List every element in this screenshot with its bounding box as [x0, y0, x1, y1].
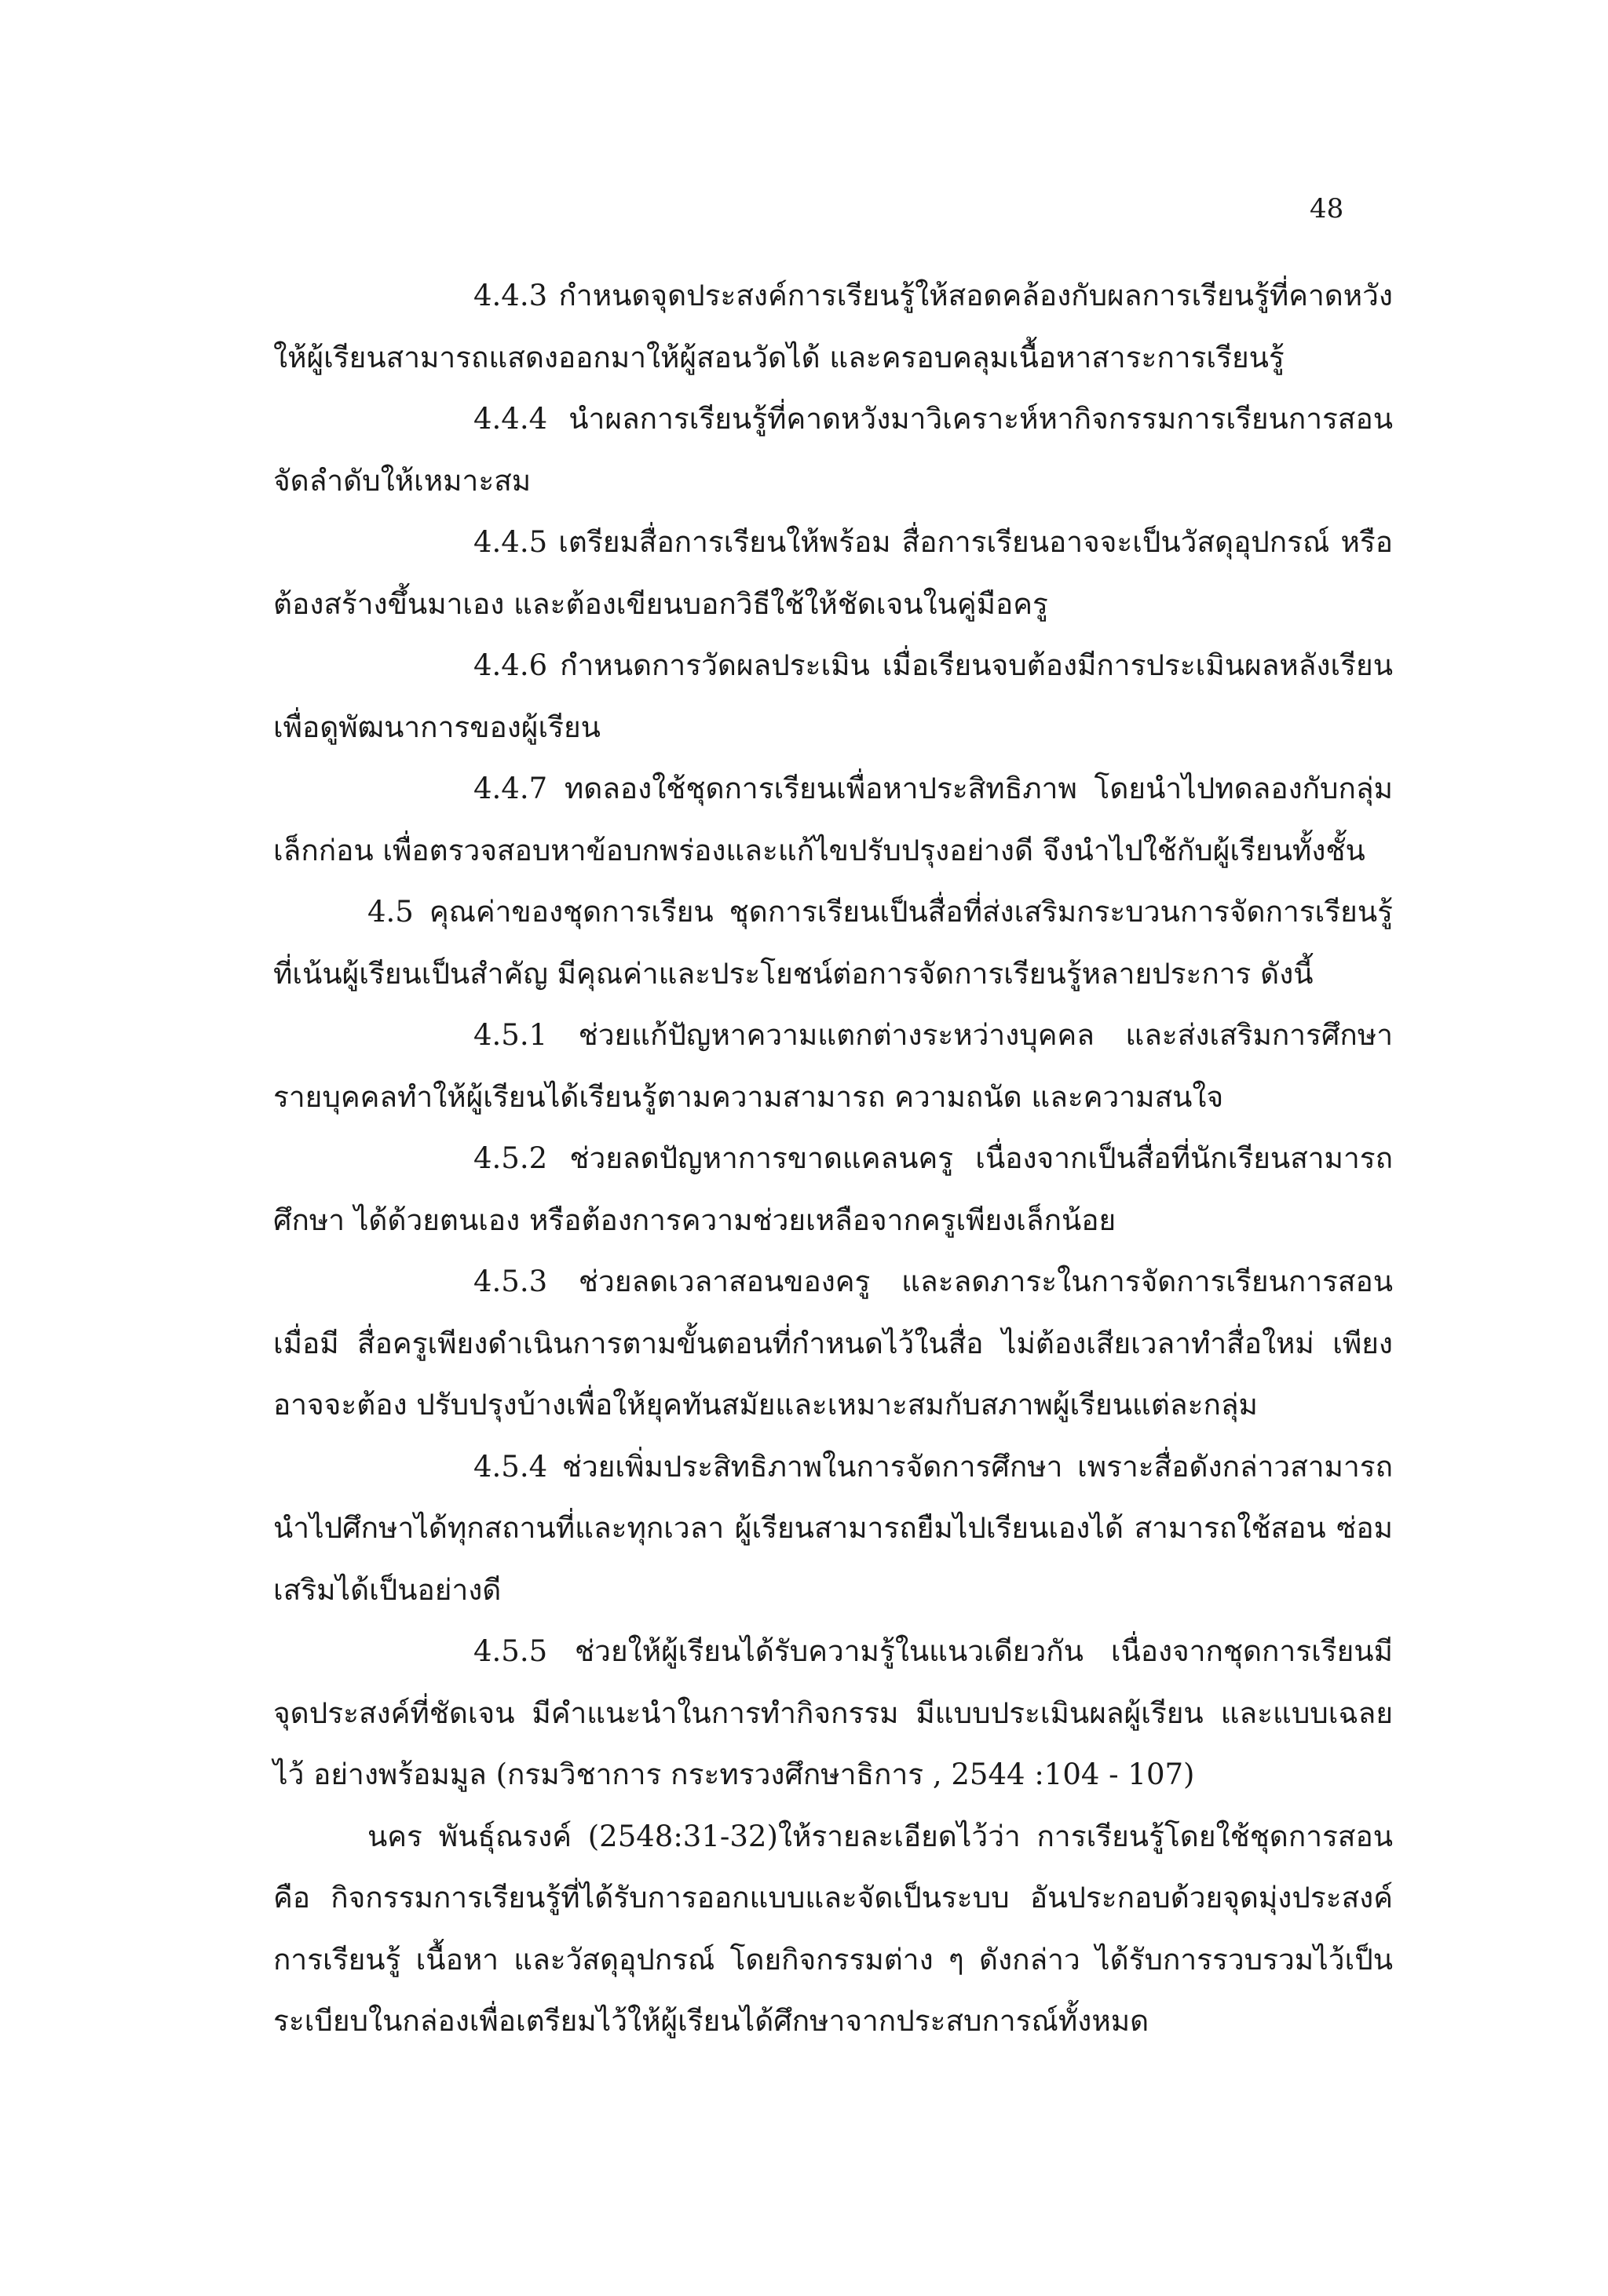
- paragraph-4-5-3: 4.5.3 ช่วยลดเวลาสอนของครู และลดภาระในการจัดการเรียนการสอน เมื่อมี สื่อครูเพียงดำเนินการตามขั้นตอนที่กำหนดไว้ในสื่อ ไม่ต้องเสียเวลาทำสื่อใหม่ เพียงอาจจะต้อง ปรับปรุงบ้างเพื่อให้ยุคทันสมัยและเหมาะสมกับสภาพผู้เรียนแต่ละกลุ่ม: [273, 1265, 1393, 1422]
- paragraph-4-4-5: 4.4.5 เตรียมสื่อการเรียนให้พร้อม สื่อการเรียนอาจจะเป็นวัสดุอุปกรณ์ หรือ ต้องสร้างขึ้นมาเอง และต้องเขียนบอกวิธีใช้ให้ชัดเจนในคู่มือครู: [273, 525, 1393, 621]
- paragraph-nakorn: นคร พันธุ์ณรงค์ (2548:31-32)ให้รายละเอียดไว้ว่า การเรียนรู้โดยใช้ชุดการสอน คือ กิจกรรมการเรียนรู้ที่ได้รับการออกแบบและจัดเป็นระบบ อันประกอบด้วยจุดมุ่งประสงค์ การเรียนรู้ เนื้อหา และวัสดุอุปกรณ์ โดยกิจกรรมต่าง ๆ ดังกล่าว ได้รับการรวบรวมไว้เป็น ระเบียบในกล่องเพื่อเตรียมไว้ให้ผู้เรียนได้ศึกษาจากประสบการณ์ทั้งหมด: [273, 1819, 1393, 2038]
- paragraph-4-5: 4.5 คุณค่าของชุดการเรียน ชุดการเรียนเป็นสื่อที่ส่งเสริมกระบวนการจัดการเรียนรู้ ที่เน้นผู้เรียนเป็นสำคัญ มีคุณค่าและประโยชน์ต่อการจัดการเรียนรู้หลายประการ ดังนี้: [273, 895, 1393, 991]
- paragraph-4-4-7: 4.4.7 ทดลองใช้ชุดการเรียนเพื่อหาประสิทธิภาพ โดยนำไปทดลองกับกลุ่ม เล็กก่อน เพื่อตรวจสอบหาข้อบกพร่องและแก้ไขปรับปรุงอย่างดี จึงนำไปใช้กับผู้เรียนทั้งชั้น: [273, 772, 1393, 867]
- paragraph-4-5-1: 4.5.1 ช่วยแก้ปัญหาความแตกต่างระหว่างบุคคล และส่งเสริมการศึกษา รายบุคคลทำให้ผู้เรียนได้เรียนรู้ตามความสามารถ ความถนัด และความสนใจ: [273, 1018, 1393, 1114]
- page-number: 48: [1310, 193, 1344, 224]
- paragraph-4-4-3: 4.4.3 กำหนดจุดประสงค์การเรียนรู้ให้สอดคล้องกับผลการเรียนรู้ที่คาดหวัง ให้ผู้เรียนสามารถแสดงออกมาให้ผู้สอนวัดได้ และครอบคลุมเนื้อหาสาระการเรียนรู้: [273, 279, 1393, 374]
- paragraph-4-4-4: 4.4.4 นำผลการเรียนรู้ที่คาดหวังมาวิเคราะห์หากิจกรรมการเรียนการสอน จัดลำดับให้เหมาะสม: [273, 402, 1393, 498]
- paragraph-4-5-5: 4.5.5 ช่วยให้ผู้เรียนได้รับความรู้ในแนวเดียวกัน เนื่องจากชุดการเรียนมี จุดประสงค์ที่ชัดเจน มีคำแนะนำในการทำกิจกรรม มีแบบประเมินผลผู้เรียน และแบบเฉลยไว้ อย่างพร้อมมูล (กรมวิชาการ กระทรวงศึกษาธิการ , 2544 :104 - 107): [273, 1634, 1393, 1791]
- paragraph-4-5-4: 4.5.4 ช่วยเพิ่มประสิทธิภาพในการจัดการศึกษา เพราะสื่อดังกล่าวสามารถ นำไปศึกษาได้ทุกสถานที่และทุกเวลา ผู้เรียนสามารถยืมไปเรียนเองได้ สามารถใช้สอน ซ่อมเสริมได้เป็นอย่างดี: [273, 1449, 1393, 1607]
- paragraph-4-4-6: 4.4.6 กำหนดการวัดผลประเมิน เมื่อเรียนจบต้องมีการประเมินผลหลังเรียน เพื่อดูพัฒนาการของผู้เรียน: [273, 648, 1393, 744]
- body-text: [273, 265, 1393, 2053]
- paragraph-4-5-2: 4.5.2 ช่วยลดปัญหาการขาดแคลนครู เนื่องจากเป็นสื่อที่นักเรียนสามารถศึกษา ได้ด้วยตนเอง หรือต้องการความช่วยเหลือจากครูเพียงเล็กน้อย: [273, 1141, 1393, 1237]
